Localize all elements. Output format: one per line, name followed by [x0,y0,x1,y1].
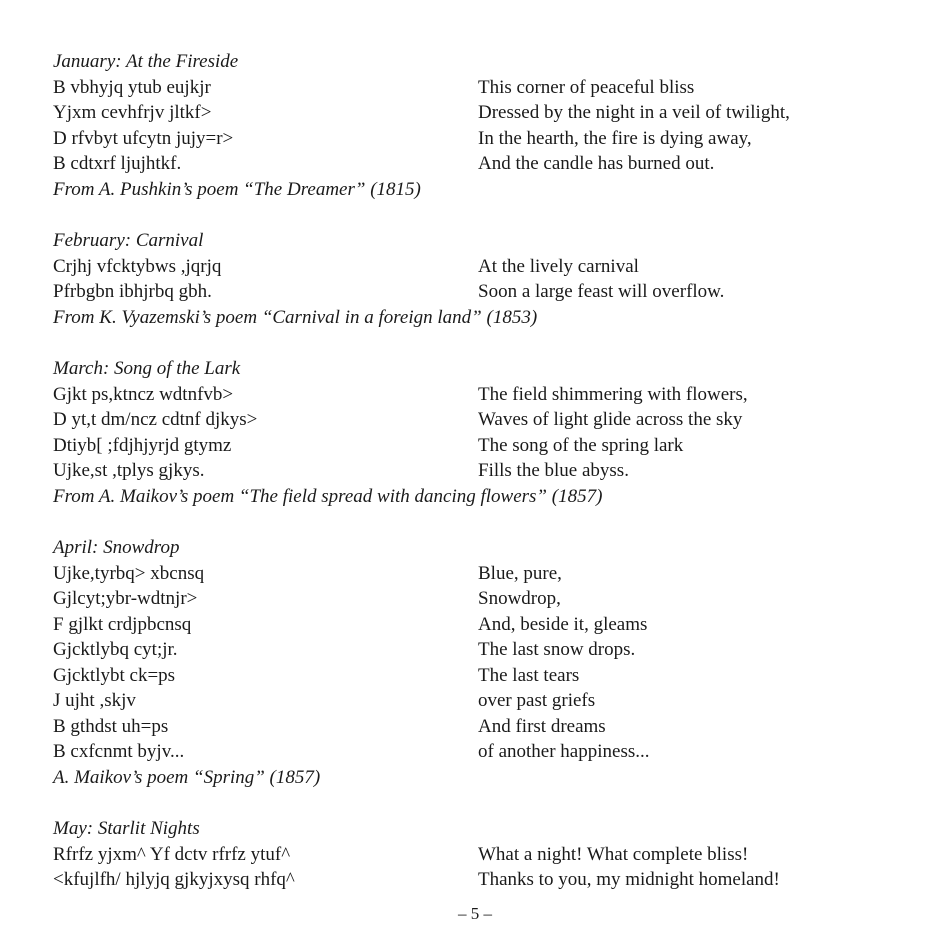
poem-section-february [53,228,913,330]
verse-translation: And first dreams [478,715,606,737]
verse-line [53,279,913,305]
verse-line [53,75,913,101]
verse-line [53,126,913,152]
verse-translation: And, beside it, gleams [478,613,648,635]
verse-translation: Blue, pure, [478,562,562,584]
verse-original: F gjlkt crdjpbcnsq [53,613,192,635]
poem-section-may [53,816,913,893]
verse-original: D yt,t dm/ncz cdtnf djkys> [53,409,258,430]
poem-credit: From K. Vyazemski’s poem “Carnival in a foreign land” (1853) [53,306,538,328]
poem-section-january [53,49,913,202]
section-heading: January: At the Fireside [53,51,239,72]
poem-credit: A. Maikov’s poem “Spring” (1857) [53,766,321,788]
verse-translation: This corner of peaceful bliss [478,76,695,98]
verse-line [53,637,913,663]
verse-line [53,867,913,893]
verse-original: Dtiyb[ ;fdjhjyrjd gtymz [53,434,232,456]
verse-original: Gjkt ps,ktncz wdtnfvb> [53,383,234,405]
verse-line [53,688,913,714]
verse-original: Gjcktlybq cyt;jr. [53,639,178,660]
verse-line [53,663,913,689]
verse-translation: of another happiness... [478,741,650,762]
verse-original: B cxfcnmt byjv... [53,741,185,762]
verse-line [53,714,913,740]
verse-line [53,254,913,280]
section-heading: April: Snowdrop [53,537,180,558]
verse-translation: What a night! What complete bliss! [478,843,749,865]
verse-original: B cdtxrf ljujhtkf. [53,153,182,174]
verse-line [53,612,913,638]
verse-translation: And the candle has burned out. [478,153,715,174]
page-number: – 5 – [458,904,492,923]
verse-original: B vbhyjq ytub eujkjr [53,76,211,98]
verse-original: D rfvbyt ufcytn jujy=r> [53,127,234,149]
verse-original: Yjxm cevhfrjv jltkf> [53,102,212,123]
verse-line [53,407,913,433]
verse-original: <kfujlfh/ hjlyjq gjkyjxysq rhfq^ [53,869,295,890]
verse-translation: Soon a large feast will overflow. [478,281,725,302]
verse-translation: Snowdrop, [478,588,561,609]
verse-original: B gthdst uh=ps [53,715,169,737]
verse-translation: The last tears [478,664,580,686]
verse-original: Ujke,st ,tplys gjkys. [53,460,205,481]
poem-credit: From A. Maikov’s poem “The field spread with dancing flowers” (1857) [53,485,603,507]
verse-line [53,739,913,765]
verse-line [53,100,913,126]
verse-line [53,842,913,868]
section-heading: May: Starlit Nights [53,818,200,839]
verse-original: Ujke,tyrbq> xbcnsq [53,562,205,584]
verse-translation: In the hearth, the fire is dying away, [478,127,752,149]
verse-translation: over past griefs [478,690,596,711]
verse-line [53,458,913,484]
verse-original: Rfrfz yjxm^ Yf dctv rfrfz ytuf^ [53,843,291,865]
verse-translation: Thanks to you, my midnight homeland! [478,869,780,890]
verse-translation: At the lively carnival [478,255,639,277]
poem-section-april [53,535,913,790]
poem-section-march [53,356,913,509]
section-heading: February: Carnival [53,230,204,251]
verse-original: Crjhj vfcktybws ,jqrjq [53,255,222,277]
verse-original: Pfrbgbn ibhjrbq gbh. [53,281,212,302]
verse-translation: The field shimmering with flowers, [478,383,748,405]
verse-line [53,433,913,459]
poem-credit: From A. Pushkin’s poem “The Dreamer” (1815) [53,178,421,200]
verse-translation: Fills the blue abyss. [478,460,629,481]
verse-original: Gjlcyt;ybr-wdtnjr> [53,588,198,609]
verse-translation: Waves of light glide across the sky [478,409,743,430]
verse-original: J ujht ,skjv [53,690,136,711]
verse-line [53,586,913,612]
verse-line [53,382,913,408]
verse-original: Gjcktlybt ck=ps [53,664,176,686]
verse-line [53,151,913,177]
section-heading: March: Song of the Lark [53,358,241,379]
verse-translation: Dressed by the night in a veil of twilight, [478,102,790,123]
verse-translation: The song of the spring lark [478,434,684,456]
verse-translation: The last snow drops. [478,639,636,660]
verse-line [53,561,913,587]
